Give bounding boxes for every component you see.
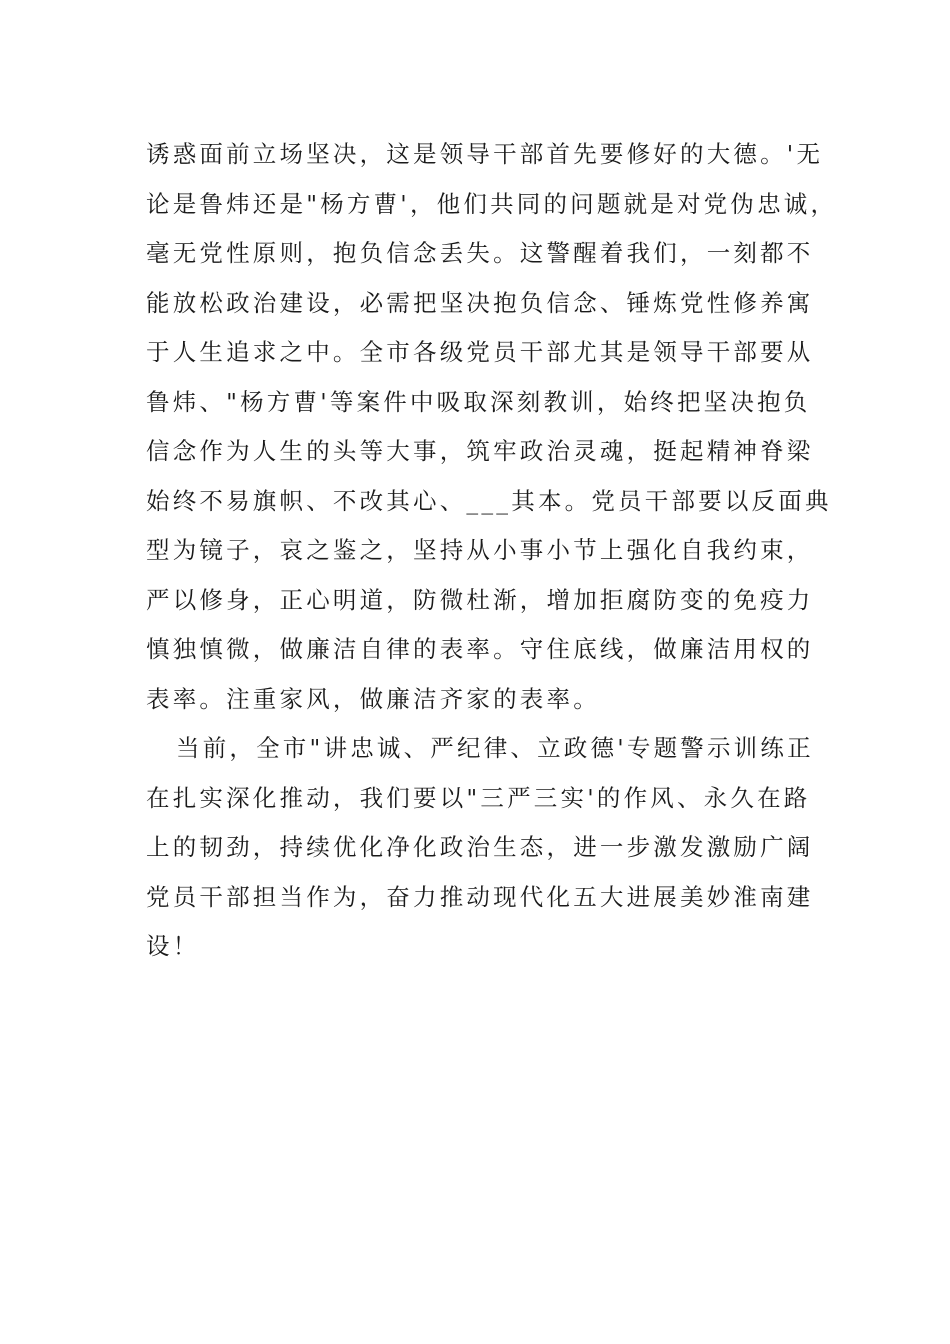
paragraph-2-line-3: 上的韧劲，持续优化净化政治生态，进一步激发激励广阔 <box>146 833 814 861</box>
paragraph-2-line-1: 当前，全市"讲忠诚、严纪律、立政德'专题警示训练正 <box>176 734 814 762</box>
paragraph-1-line-7: 信念作为人生的头等大事，筑牢政治灵魂，挺起精神脊梁 <box>146 437 814 465</box>
paragraph-1-line-9: 型为镜子，哀之鉴之，坚持从小事小节上强化自我约束， <box>146 536 814 564</box>
paragraph-1-line-11: 慎独慎微，做廉洁自律的表率。守住底线，做廉洁用权的 <box>146 635 814 663</box>
paragraph-1-line-4: 能放松政治建设，必需把坚决抱负信念、锤炼党性修养寓 <box>146 289 814 317</box>
paragraph-1-line-2: 论是鲁炜还是"杨方曹'，他们共同的问题就是对党伪忠诚， <box>146 190 838 218</box>
paragraph-2-line-2: 在扎实深化推动，我们要以"三严三实'的作风、永久在路 <box>146 784 811 812</box>
paragraph-2-line-4: 党员干部担当作为，奋力推动现代化五大进展美妙淮南建 <box>146 883 814 911</box>
paragraph-1-line-5: 于人生追求之中。全市各级党员干部尤其是领导干部要从 <box>146 338 814 366</box>
paragraph-1-line-12: 表率。注重家风，做廉洁齐家的表率。 <box>146 685 600 713</box>
paragraph-1-line-10: 严以修身，正心明道，防微杜渐，增加拒腐防变的免疫力 <box>146 586 814 614</box>
paragraph-1-line-3: 毫无党性原则，抱负信念丢失。这警醒着我们，一刻都不 <box>146 239 814 267</box>
paragraph-1-line-8: 始终不易旗帜、不改其心、___其本。党员干部要以反面典 <box>146 487 832 515</box>
paragraph-1-line-6: 鲁炜、"杨方曹'等案件中吸取深刻教训，始终把坚决抱负 <box>146 388 811 416</box>
paragraph-1-line-1: 诱惑面前立场坚决，这是领导干部首先要修好的大德。'无 <box>146 140 824 168</box>
paragraph-2-line-5: 设！ <box>146 932 200 960</box>
